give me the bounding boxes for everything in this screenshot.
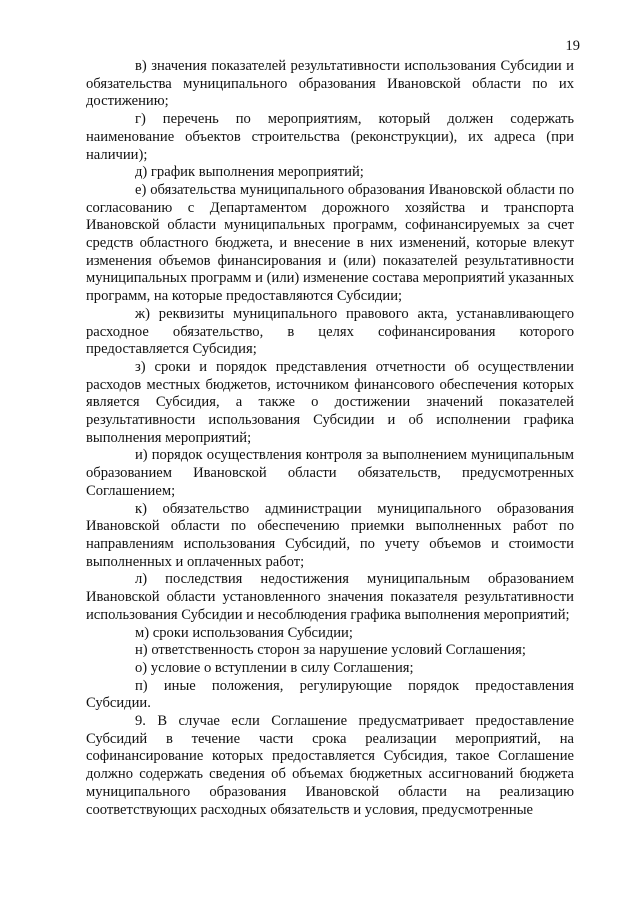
paragraph-d: д) график выполнения мероприятий; — [135, 164, 364, 181]
paragraph-n: н) ответственность сторон за нарушение условий Соглашения; — [135, 642, 526, 659]
paragraph-l: л) последствия недостижения муниципальным образованием Ивановской области установленного значения показателя результативности использования Субсидии и несоблюдения графика выполнения мероприятий; — [86, 571, 574, 623]
page-number: 19 — [565, 38, 580, 54]
paragraph-zh: ж) реквизиты муниципального правового акта, устанавливающего расходное обязательство, в целях софинансирования которого предоставляется Субсидия; — [86, 305, 574, 358]
paragraph-e: е) обязательства муниципального образования Ивановской области по согласованию с Департаментом дорожного хозяйства и транспорта Ивановской области муниципальных программ, софинансируемых за счет средств областного бюджета, и внесение в них изменений, которые влекут изменения объемов финансирования и (или) показателей результативности муниципальных программ и (или) изменение состава мероприятий указанных программ, на которые предоставляются Субсидии; — [86, 181, 574, 305]
paragraph-k: к) обязательство администрации муниципального образования Ивановской области по обеспечению приемки выполненных работ по направлениям использования Субсидий, по учету объемов и стоимости выполненных и оплаченных работ; — [86, 500, 574, 570]
paragraph-z: з) сроки и порядок представления отчетности об осуществлении расходов местных бюджетов, источником финансового обеспечения которых является Субсидия, а также о достижении значений показателей результативности использования Субсидии и об исполнении графика выполнения мероприятий; — [86, 358, 574, 446]
paragraph-m: м) сроки использования Субсидии; — [135, 624, 353, 641]
paragraph-o: о) условие о вступлении в силу Соглашения; — [135, 659, 414, 676]
paragraph-p: п) иные положения, регулирующие порядок предоставления Субсидии. — [86, 677, 574, 712]
document-body — [86, 58, 574, 819]
paragraph-i: и) порядок осуществления контроля за выполнением муниципальным образованием Ивановской области обязательств, предусмотренных Соглашением; — [86, 447, 574, 499]
paragraph-g: г) перечень по мероприятиям, который должен содержать наименование объектов строительства (реконструкции), их адреса (при наличии); — [86, 111, 574, 163]
paragraph-9: 9. В случае если Соглашение предусматривает предоставление Субсидий в течение части срока реализации мероприятий, на софинансирование которых предоставляется Субсидия, такое Соглашение должно содержать сведения об объемах бюджетных ассигнований бюджета муниципального образования Ивановской области на реализацию соответствующих расходных обязательств и условия, предусмотренные — [86, 713, 574, 818]
paragraph-v: в) значения показателей результативности использования Субсидии и обязательства муниципального образования Ивановской области по их достижению; — [86, 58, 574, 110]
